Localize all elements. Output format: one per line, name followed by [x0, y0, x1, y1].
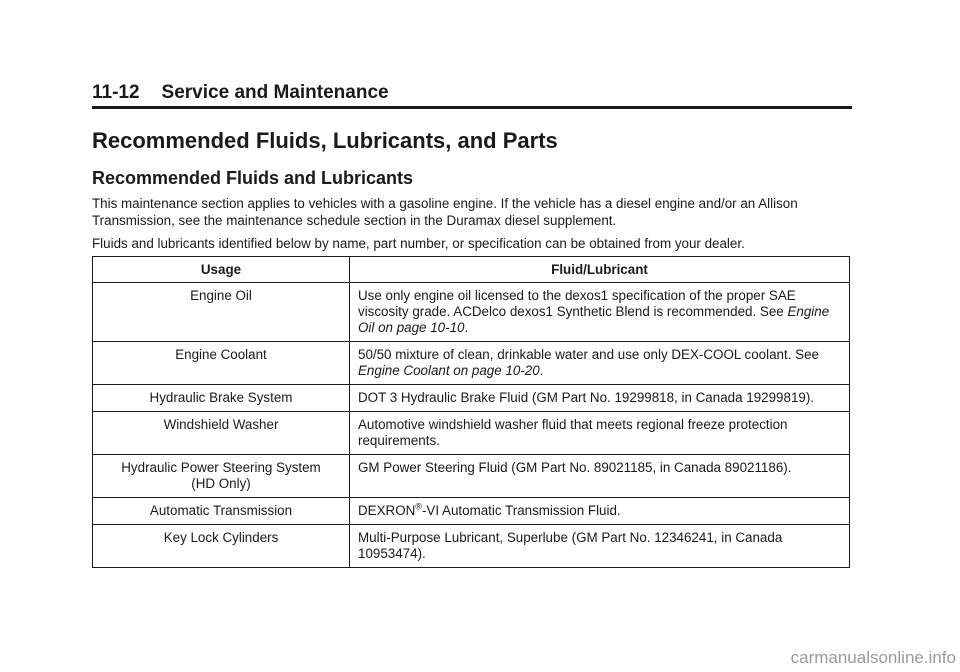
usage-cell [93, 455, 350, 498]
section-name: Service and Maintenance [161, 82, 389, 103]
usage-cell: Engine Coolant [93, 342, 350, 385]
fluid-text: DEXRON [358, 503, 416, 518]
cross-reference-link[interactable]: Engine Oil on page 10-10 [358, 304, 830, 335]
usage-cell: Automatic Transmission [93, 498, 350, 525]
fluid-text-tail: . [539, 363, 544, 378]
table-row [93, 412, 850, 455]
table-row [93, 498, 850, 525]
fluid-cell: Multi-Purpose Lubricant, Superlube (GM Part No. 12346241, in Canada 10953474). [350, 525, 850, 568]
fluid-cell: DOT 3 Hydraulic Brake Fluid (GM Part No. 19299818, in Canada 19299819). [350, 385, 850, 412]
usage-cell: Key Lock Cylinders [93, 525, 350, 568]
usage-cell: Hydraulic Brake System [93, 385, 350, 412]
table-row [93, 525, 850, 568]
page-number: 11-12 [92, 82, 140, 103]
watermark: carmanualsonline.info [790, 648, 956, 667]
fluid-cell: Automotive windshield washer fluid that meets regional freeze protection requirements. [350, 412, 850, 455]
cross-reference-link[interactable]: Engine Coolant on page 10-20 [358, 363, 540, 378]
usage-qualifier: (HD Only) [191, 476, 251, 491]
usage-cell: Windshield Washer [93, 412, 350, 455]
fluids-table [92, 256, 850, 568]
section-subtitle: Recommended Fluids and Lubricants [92, 168, 414, 188]
fluid-cell [350, 342, 850, 385]
dealer-note: Fluids and lubricants identified below by name, part number, or specification can be obtained from your dealer. [92, 236, 745, 251]
fluid-text: 50/50 mixture of clean, drinkable water and use only DEX-COOL coolant. See [358, 347, 819, 362]
usage-text: Hydraulic Power Steering System [121, 460, 321, 475]
fluid-text: Use only engine oil licensed to the dexos1 specification of the proper SAE viscosity grade. ACDelco dexos1 Synthetic Blend is recommended. See [358, 288, 796, 319]
usage-cell: Engine Oil [93, 283, 350, 342]
registered-mark: ® [415, 501, 422, 512]
fluid-text-tail: . [464, 320, 469, 335]
running-header [92, 82, 852, 109]
usage-column-header: Usage [93, 257, 350, 283]
table-row [93, 455, 850, 498]
page-title: Recommended Fluids, Lubricants, and Parts [92, 128, 558, 153]
table-header-row [93, 257, 850, 283]
table-row [93, 385, 850, 412]
intro-paragraph: This maintenance section applies to vehicles with a gasoline engine. If the vehicle has a diesel engine and/or an Allison Transmission, see the maintenance schedule section in the Duramax diesel supplement. [92, 196, 798, 228]
fluid-text-tail: -VI Automatic Transmission Fluid. [421, 503, 621, 518]
fluid-cell [350, 283, 850, 342]
fluid-column-header: Fluid/Lubricant [350, 257, 850, 283]
table-row [93, 342, 850, 385]
fluid-cell [350, 498, 850, 525]
fluid-cell: GM Power Steering Fluid (GM Part No. 89021185, in Canada 89021186). [350, 455, 850, 498]
table-row [93, 283, 850, 342]
